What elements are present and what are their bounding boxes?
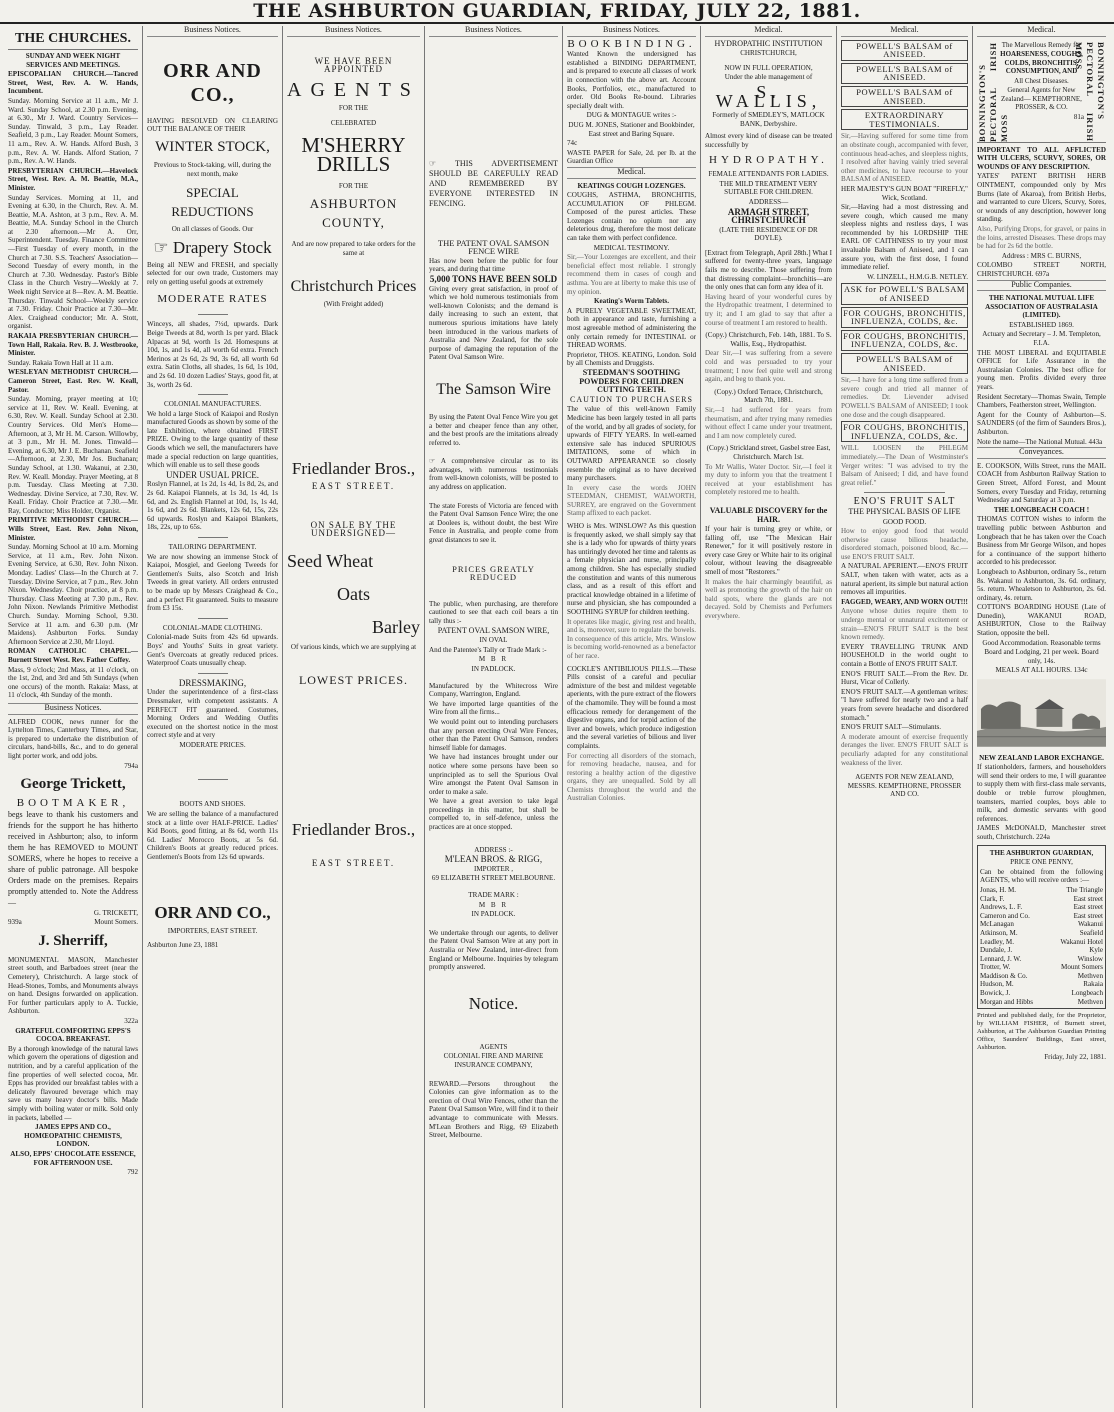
hydro-wallis: S. WALLIS, xyxy=(715,81,822,111)
labor-exchange-signature: JAMES McDONALD, Manchester street south, Christchurch. xyxy=(977,824,1106,841)
samson-instances: We have had instances brought under our notice where some persons have been so unprincipled as to sell the Spurious Oval Wire amongst the Patent Oval Samson in order to make a sale. xyxy=(429,753,558,796)
epps-heading: GRATEFUL COMFORTING EPPS'S COCOA. BREAKFAST. xyxy=(15,1026,131,1044)
guardian-agent-row xyxy=(980,955,1103,964)
column6-header: Medical. xyxy=(705,26,832,37)
friedlander-freight: (With Freight added) xyxy=(323,300,384,309)
samson-trade-mark: M B R xyxy=(478,655,509,664)
orr-boots-shoes: BOOTS AND SHOES. xyxy=(179,800,246,809)
sherriff-ref: 322a xyxy=(124,1017,138,1026)
hydro-copy-1-body: Dear Sir,—I was suffering from a severe cold and was persuaded to try your treatment; I now feel quite well and strong again, and beg to thank you. xyxy=(705,349,834,384)
keating-title: KEATINGS COUGH LOZENGES. xyxy=(577,181,686,190)
labor-exchange-ref: 224a xyxy=(1036,832,1050,841)
winslow-filler: It operates like magic, giving rest and health, and is, moreover, sure to regulate the bowels. In consequence of this article, Mrs. Winslow is becoming world-renowned as a benefactor of her race. xyxy=(567,617,698,660)
powell-gunboat: HER MAJESTY'S GUN BOAT "FIREFLY," Wick, Scotland. xyxy=(841,184,968,202)
powell-box-2: POWELL'S BALSAM of ANISEED. xyxy=(841,63,968,84)
longbeach-text: THOMAS COTTON wishes to inform the travelling public between Ashburton and Longbeach that he has taken over the Coach Business from Mr George Wilson, and hopes for a continuance of the support hitherto accorded to his predecessor. xyxy=(977,515,1106,567)
guardian-agent-row xyxy=(980,929,1103,938)
longbeach-title: THE LONGBEACH COACH ! xyxy=(993,505,1090,514)
hydro-formerly: Formerly of SMEDLEY'S, MATLOCK BANK, Derbyshire. xyxy=(712,111,825,128)
national-mutual-note: Note the name—The National Mutual. xyxy=(977,437,1087,446)
friedlander-oats: Oats xyxy=(337,583,370,604)
eno-fagged-body: Anyone whose duties require them to undergo mental or unnatural excitement or strain—ENO'S FRUIT SALT is the best known remedy. xyxy=(841,607,970,642)
guardian-agent-place: Longbeach xyxy=(1071,989,1103,998)
eno-filler: How to enjoy good food that would otherwise cause bilious headache, disordered stomach, poisoned blood, &c.—use ENO'S FRUIT SALT. xyxy=(841,527,970,561)
yates-street: COLOMBO STREET NORTH, CHRISTCHURCH. xyxy=(977,261,1106,278)
epps-also: ALSO, EPPS' CHOCOLATE ESSENCE, FOR AFTERNOON USE. xyxy=(10,1149,136,1167)
powell-box-1: POWELL'S BALSAM of ANISEED. xyxy=(841,40,968,61)
orr-drapery-stock: ☞ Drapery Stock xyxy=(153,237,272,257)
orr-prices-list: Winceys, all shades, 7½d, upwards. Dark Beige Tweeds at 8d, worth 1s per yard. Black Alpacas at 9d, worth 1s 2d. Homespuns at 10d, 1s, and 1s 4d, all worth 6d extra. French Merinos at 2s 6d, 2s 9d, 3s 6d, all worth 6d extra. Satin Cloths, all shades, 1s 6d, 1s 10d, and 2s 6d. 10 dozen Ladies' Stays, good fit, at 3s, worth 2s 6d. xyxy=(147,320,278,389)
waste-paper: WASTE PAPER for Sale, 2d. per lb. at the Guardian Office xyxy=(567,148,696,166)
masthead-title: THE ASHBURTON GUARDIAN, FRIDAY, JULY 22, 1881. xyxy=(253,0,861,22)
yates-heading: IMPORTANT TO ALL AFFLICTED WITH ULCERS, SCURVY, SORES, OR WOUNDS OF ANY DESCRIPTION. xyxy=(977,145,1106,171)
column-hydropathic xyxy=(700,26,836,1408)
hydro-copy-2: (Copy.) Oxford Terrace, Christchurch, March 7th, 1881. xyxy=(714,387,823,405)
cotton-boarding: COTTON'S BOARDING HOUSE (Late of Dunedin), WAKANUI ROAD, ASHBURTON, Close to the Railway Station, opposite the bell. xyxy=(977,603,1106,638)
eno-trunk: EVERY TRAVELLING TRUNK AND HOUSEHOLD in the world ought to contain a Bottle of ENO'S FRUIT SALT. xyxy=(841,642,968,668)
powell-coughs-1: FOR COUGHS, BRONCHITIS, INFLUENZA, COLDS, &c. xyxy=(841,307,968,328)
guardian-agent-place: East street xyxy=(1073,903,1103,912)
church-rakaia-presbyterian: RAKAIA PRESBYTERIAN CHURCH.—Town Hall, Rakaia. Rev. B. J. Westbrooke, Minister. xyxy=(8,332,138,358)
samson-imported: We have imported large quantities of the Wire from all the firms... xyxy=(429,699,558,717)
guardian-agent-name: Morgan and Hibbs xyxy=(980,997,1034,1006)
samson-notice-title: Notice. xyxy=(468,993,519,1013)
powell-box-3: POWELL'S BALSAM of ANISEED. xyxy=(841,86,968,107)
powell-filler: Sir,—Having suffered for some time from an obstinate cough, accompanied with fever, continuous head-aches, and sleepless nights, I resolved after having vainly tried several other medicines, to have recourse to your BALSAM of ANISEED. xyxy=(841,132,970,184)
samson-mclean: M'LEAN BROS. & RIGG, xyxy=(444,854,543,865)
hydro-title: HYDROPATHIC INSTITUTION xyxy=(714,38,823,48)
column-bonnington-public xyxy=(972,26,1110,1408)
orr-colonial-clothing: COLONIAL-MADE CLOTHING. xyxy=(162,623,263,632)
column8-header: Medical. xyxy=(977,26,1106,37)
guardian-agent-row xyxy=(980,886,1103,895)
printer-imprint: Printed and published daily, for the Proprietor, by WILLIAM FISHER, of Burnett street, Ashburton, at The Ashburton Guardian Printing Office, Saunders' Buildings, East street, Ashburton. xyxy=(977,1012,1106,1052)
guardian-agent-row xyxy=(980,946,1103,955)
guardian-agent-row xyxy=(980,903,1103,912)
guardian-agent-place: The Triangle xyxy=(1066,885,1103,894)
powell-filler-3: WILL LOOSEN the PHLEGM immediately.—The Dean of Westminster's Verger writes: "I was advised to try the Balsam of Aniseed; I did, and have found great relief." xyxy=(841,444,970,487)
keating-worm-text: A PURELY VEGETABLE SWEETMEAT, both in appearance and taste, furnishing a most agreeable method of administering the only certain remedy for INTESTINAL or THREAD WORMS. xyxy=(567,306,696,350)
bookbinding-ref: 74c xyxy=(567,139,578,148)
public-companies-heading: Public Companies. xyxy=(977,280,1106,292)
bookbinding-signature: DUG M. JONES, Stationer and Bookbinder, East street and Baring Square. xyxy=(568,120,695,138)
orr-title: ORR AND CO., xyxy=(163,59,262,106)
guardian-agent-name: Jonas, H. M. xyxy=(980,885,1017,894)
guardian-agent-place: Seafield xyxy=(1079,928,1103,937)
hydro-full-operation: NOW IN FULL OPERATION, xyxy=(724,63,813,72)
longbeach-fares: Longbeach to Ashburton, ordinary 5s., return 8s. Wakanui to Ashburton, 3s. 6d. ordinary, 5s. return. Whealetson to Ashburton, 2s. 6d. ordinary, 4s. return. xyxy=(977,567,1106,602)
steedman-text: The value of this well-known Family Medicine has been largely tested in all parts of the world, and by all grades of society, for upwards of FIFTY YEARS. In well-earned extensive sale has induced SPURIOUS IMITATIONS, some of which in OUTWARD APPEARANCE so closely resemble the original as to have deceived many purchasers. xyxy=(567,405,696,483)
hydro-management: Under the able management of xyxy=(724,73,813,82)
samson-in-oval: IN OVAL xyxy=(479,636,508,645)
guardian-price: PRICE ONE PENNY, xyxy=(1010,858,1073,867)
keating-testimony: MEDICAL TESTIMONY. xyxy=(593,243,670,252)
keating-testimony-body: Sir,—Your Lozenges are excellent, and their beneficial effect most reliable. I strongly recommend them in cases of cough and asthma. You are at liberty to make this use of my opinion. xyxy=(567,253,698,296)
cotton-ref: 134c xyxy=(1073,666,1088,675)
samson-in-padlock-2: IN PADLOCK. xyxy=(471,910,516,919)
powell-letter: Sir,—Having had a most distressing and severe cough, which caused me many sleepless nights and restless days, I was recommended by his LORDSHIP THE EARL OF CAITHNESS to try your most invaluable Balsam of Aniseed, and I can assure you, with the first dose, I found immediate relief. xyxy=(841,203,968,272)
yates-filler: Also, Purifying Drops, for gravel, or pains in the loins, arrested Diseases. These drops may be had for 2s 6d the bottle. xyxy=(977,224,1108,251)
national-mutual-ref: 443a xyxy=(1088,437,1103,446)
hydro-copy-2-body: Sir,—I had suffered for years from rheumatism, and after trying many remedies without effect I came under your treatment, and I am now completely cured. xyxy=(705,405,834,440)
newspaper-page xyxy=(4,26,1110,1408)
cook-notice: ALFRED COOK, news runner for the Lyttelton Times, Canterbury Times, and Star, is prepared to undertake the distribution of circulars, hand-bills, &c., and to do general light porter work, and odd jobs. xyxy=(8,717,138,760)
church-presbyterian-services: Sunday Services. Morning at 11, and Evening at 6.30, in the Church, Rev. A. M. Beattie, M.A. Ashton, at 3 p.m., Rev. A. M. Beattie, M.A. Sunday School in the Church at 2.30 afternoon.—Mr A. Orr, Superintendent. Tuesday. Finance Committee—First Tuesday of every month, in the Church at 7.30. S.S. Teachers' Association—Second Tuesday of every month, in the Church at 7.30. Wednesday. Pastor's Bible Class in the Church Vestry—Weekly at 7. Week night Service at 8—Rev. A. M. Beattie. Thursday. Tinwald School—Weekly service at 7.30. Friday. Choir Practice at 7.30—Mr. Alex. Craighead conductor; Mr. A. Stott, organist. xyxy=(8,193,138,331)
samson-state-forests: The state Forests of Victoria are fenced with the Patent Oval Samson Fence Wire; the one at Doolees is, without doubt, the best Wire Fence in Australia, and people come from great distances to see it. xyxy=(429,501,558,545)
eno-hurst: ENO'S FRUIT SALT.—From the Rev. Dr. Hurst, Vicar of Collerly. xyxy=(841,669,968,687)
orr-colonial-text: We hold a large Stock of Kaiapoi and Roslyn manufactured Goods as shown by some of the late Exhibition, where obtained FIRST PRIZE. Owing to the large quantity of these Goods which we sell, the manufacturers have made a special reduction on large quantities, which will enable us to sell these goods xyxy=(147,409,279,470)
trickett-text: begs leave to thank his customers and friends for the support he has hitherto received in Ashburton; also, to inform them he has REMOVED to MOUNT SOMERS, where he hopes to receive a share of public patronage. All bespoke Orders made on the premises. Repairs promptly attended to. Note the Address— xyxy=(8,809,138,907)
eno-aperient: A NATURAL APERIENT.—ENO'S FRUIT SALT, when taken with water, acts as a natural aperient, its simple but natural action removes all impurities. xyxy=(841,562,968,597)
guardian-agent-name: Trotter, W. xyxy=(980,963,1011,972)
guardian-agent-row xyxy=(980,938,1103,947)
orr-moderate-prices: MODERATE PRICES. xyxy=(179,740,246,749)
guardian-agent-row xyxy=(980,980,1103,989)
orr-drapery-text: Being all NEW and FRESH, and specially selected for our own trade, Customers may rely on getting useful goods at extremely xyxy=(147,260,278,286)
column-samson-wire xyxy=(424,26,562,1408)
cockle-filler: For correcting all disorders of the stomach, for removing headache, nausea, and for restoring a healthy action of the digestive organs, they are unequalled. Sold by all Chemists throughout the world and the Australian Colonies. xyxy=(567,751,698,803)
cockle-text: COCKLE'S ANTIBILIOUS PILLS.—These Pills consist of a careful and peculiar admixture of the best and mildest vegetable aperients, with the pure extract of the flowers of the chamomile. They will be found a most efficacious remedy for derangement of the digestive organs, and for torpid action of the liver and bowels, which produce indigestion and the several varieties of bilious and liver complaints. xyxy=(567,664,696,750)
labor-exchange-text: If stationholders, farmers, and householders will send their orders to me, I will guarantee to supply them with first-class male servants, double or treble furrow ploughmen, teamsters, married couples, boys able to milk, and domestic servants with good references. xyxy=(977,763,1106,823)
samson-reward: REWARD.—Persons throughout the Colonies can give information as to the erection of Oval Wire Fences, other than the Patent Oval Samson Wire, will find it to their advantage to communicate with Messrs. M'Lean Brothers and Rigg, 69 Elizabeth Street, Melbourne. xyxy=(429,1079,558,1140)
friedlander-seed-wheat: Seed Wheat xyxy=(287,550,374,571)
orr-next-month: next month, make xyxy=(186,170,239,179)
guardian-agent-row xyxy=(980,912,1103,921)
winslow-text: WHO is Mrs. WINSLOW? As this question is frequently asked, we shall simply say that she is a lady who for upwards of thirty years has untiringly devoted her time and talents as a female physician and nurse, principally among children. She has especially studied the constitution and wants of this numerous class, and as a result of this effort and practical knowledge obtained in a lifetime of nurse and physician, she has compounded a SOOTHING SYRUP for children teething. xyxy=(567,522,696,616)
guardian-agent-name: Andrews, L. F. xyxy=(980,903,1023,912)
friedlander-various: Of various kinds, which we are supplying at xyxy=(290,642,417,651)
trickett-trade: BOOTMAKER, xyxy=(16,797,130,810)
hydro-extract-body: Having heard of your wonderful cures by the Hydropathic treatment, I determined to try it; and I am glad to say that after a course of treatment I am restored to health. xyxy=(705,292,834,327)
friedlander-name-1: Friedlander Bros., xyxy=(291,458,416,478)
hydro-almost: Almost every kind of disease can be treated successfully by xyxy=(705,132,832,149)
guardian-agent-place: Wakanui xyxy=(1077,920,1103,929)
church-episcopalian: EPISCOPALIAN CHURCH.—Tancred Street, West, Rev. A. W. Hands, Incumbent. xyxy=(8,70,138,96)
guardian-agent-row xyxy=(980,963,1103,972)
samson-insurance: COLONIAL FIRE AND MARINE INSURANCE COMPANY, xyxy=(443,1052,544,1069)
printer-date: Friday, July 22, 1881. xyxy=(1044,1053,1106,1062)
hair-text: If your hair is turning grey or white, or falling off, use "The Mexican Hair Renewer," for it will positively restore in every case Grey or White hair to its original colour, without leaving the disagreeable smell of most "Restorers." xyxy=(705,525,832,577)
samson-trade-mark-label: And the Patentee's Tally or Trade Mark :- xyxy=(429,645,547,654)
friedlander-name-2: Friedlander Bros., xyxy=(291,820,416,840)
column-friedlander xyxy=(282,26,424,1408)
masthead xyxy=(0,0,1114,24)
samson-wire-title: The Samson Wire xyxy=(436,380,551,398)
national-mutual-established: ESTABLISHED 1869. xyxy=(1009,320,1074,329)
orr-special-reductions: SPECIAL REDUCTIONS xyxy=(171,184,254,219)
guardian-agent-place: Kyle xyxy=(1089,946,1103,955)
powell-ask: ASK for POWELL'S BALSAM of ANISEED xyxy=(841,283,968,304)
epps-signature: JAMES EPPS AND CO., HOMŒOPATHIC CHEMISTS, LONDON. xyxy=(24,1123,122,1149)
guardian-agent-name: Lennard, J. W. xyxy=(980,954,1022,963)
column5-header: Business Notices. xyxy=(567,26,696,37)
orr-colonial-manufactures: COLONIAL MANUFACTURES. xyxy=(164,400,261,409)
friedlander-barley: Barley xyxy=(372,616,420,637)
friedlander-celebrated: CELEBRATED xyxy=(330,118,377,127)
bonnington-advert xyxy=(977,40,1106,143)
cotton-accommodation: Good Accommodation. Reasonable terms xyxy=(982,638,1101,647)
friedlander-street-2: EAST STREET. xyxy=(311,858,396,869)
guardian-agent-name: Bowick, J. xyxy=(980,989,1011,998)
samson-in-padlock: IN PADLOCK. xyxy=(471,664,516,673)
bookbinding-title: BOOKBINDING. xyxy=(567,37,696,50)
church-rakaia-services: Sunday. Rakaia Town Hall at 11 a.m. xyxy=(8,358,114,367)
guardian-agent-row xyxy=(980,989,1103,998)
bonnington-vertical-left: BONNINGTON'S PECTORAL IRISH MOSS xyxy=(977,41,1009,142)
guardian-agent-name: Clark, F. xyxy=(980,894,1005,903)
eno-physical-basis: THE PHYSICAL BASIS OF LIFE xyxy=(848,506,961,516)
bookbinding-text: Wanted Known the undersigned has established a BINDING DEPARTMENT, and is prepared to execute all classes of work in connection with the above art. Account Books, Portfolios, etc., manufactured to order. Old Books Re-bound. Libraries specially dealt with. xyxy=(567,50,696,110)
hydro-copy-1: (Copy.) Christchurch, Feb. 14th, 1881. To S. Wallis, Esq., Hydropathist. xyxy=(705,331,832,348)
guardian-agent-place: Methven xyxy=(1077,971,1103,980)
guardian-agent-name: Hudson, M. xyxy=(980,980,1014,989)
national-mutual-title: THE NATIONAL MUTUAL LIFE ASSOCIATION OF AUSTRALASIA (LIMITED). xyxy=(985,294,1098,320)
friedlander-county: ASHBURTON COUNTY, xyxy=(309,196,398,231)
guardian-agent-place: Methven xyxy=(1077,997,1103,1006)
samson-trade-mark-2: M B R xyxy=(478,900,509,909)
orr-winter-stock: WINTER STOCK, xyxy=(155,138,270,155)
national-mutual-agent: Agent for the County of Ashburton—S. SAUNDERS (of the firm of Saunders Bros.), Ashburton. xyxy=(977,410,1106,436)
powell-coughs-2: FOR COUGHS, BRONCHITIS, INFLUENZA, COLDS, &c. xyxy=(841,330,968,351)
column7-header: Medical. xyxy=(841,26,968,37)
epps-ref: 792 xyxy=(127,1168,138,1177)
bonnington-ref: 81a xyxy=(1073,112,1084,121)
column3-header: Business Notices. xyxy=(287,26,420,37)
column-bookbinding-medical xyxy=(562,26,700,1408)
church-primitive-services: Sunday. Morning School at 10 a.m. Morning Service, at 11 a.m., Rev. John Nixon. Evening Service, at 6.30, Rev. John Nixon. Monday. Ladies' Class—In the Church at 7. Tuesday. Divine Service, at 7 p.m., Rev. John Nixon. Wednesday. Choir practice, at 8 p.m. Thursday. Class Meeting at 7.30 p.m., Rev. John Nixon. Newlands Primitive Methodist Church. Sunday. Morning School, 9.30. Service at 11 a.m. and 6.30 p.m. (Mr Maidens). Ashburton Forks. Sunday Afternoon Service at 2.30, Mr Lloyd. xyxy=(8,543,138,646)
samson-trade-mark-2-label: TRADE MARK : xyxy=(468,891,519,900)
eno-fagged: FAGGED, WEARY, AND WORN OUT!!! xyxy=(841,597,968,606)
guardian-agent-name: Leadley, M. xyxy=(980,937,1015,946)
column4-header: Business Notices. xyxy=(429,26,558,37)
trickett-ref: 939a xyxy=(8,918,22,927)
guardian-agent-row xyxy=(980,998,1103,1007)
church-presbyterian: PRESBYTERIAN CHURCH.—Havelock Street, West. Rev. A. M. Beattie, M.A., Minister. xyxy=(8,166,138,192)
bonnington-vertical-right: BONNINGTON'S PECTORAL IRISH MOSS xyxy=(1074,41,1106,142)
orr-moderate-rates: MODERATE RATES xyxy=(157,293,268,306)
samson-tally: PATENT OVAL SAMSON WIRE, xyxy=(437,625,550,635)
orr-intro: HAVING RESOLVED ON CLEARING OUT THE BALANCE OF THEIR xyxy=(147,116,278,134)
samson-tons-sold: 5,000 TONS HAVE BEEN SOLD xyxy=(429,273,558,284)
samson-patent-oval: THE PATENT OVAL SAMSON FENCE WIRE xyxy=(437,237,550,257)
powell-box-4: POWELL'S BALSAM of ANISEED. xyxy=(841,353,968,374)
samson-undertake: We undertake through our agents, to deliver the Patent Oval Samson Wire at any port in Australia or New Zealand, inter-direct from England or Melbourne. Inquiries by telegram promptly answered. xyxy=(429,928,558,972)
powell-filler-2: Sir,—I have for a long time suffered from a severe cough and tried all manner of remedies. Dr. Lievender advised POWELL'S BALSAM of ANISEED; I took one dose and the cough disappeared. xyxy=(841,376,970,419)
hydro-residence: (LATE THE RESIDENCE OF DR DOYLE). xyxy=(719,225,818,243)
friedlander-for-the-2: FOR THE xyxy=(338,181,369,190)
column2-header: Business Notices. xyxy=(147,26,278,37)
orr-dressmaking: DRESSMAKING, xyxy=(178,677,247,688)
hydro-address-label: ADDRESS— xyxy=(748,197,789,206)
samson-circular: ☞ A comprehensive circular as to its advantages, with numerous testimonials from well-known colonists, will be posted to any address on application. xyxy=(429,457,558,492)
labor-exchange-title: NEW ZEALAND LABOR EXCHANGE. xyxy=(979,753,1104,762)
orr-clothing-text: Colonial-made Suits from 42s 6d upwards. Boys' and Youths' Suits in great variety. Gent's Overcoats at greatly reduced prices. Waterproof Coats unusually cheap. xyxy=(147,633,278,668)
powell-testimonials: EXTRAORDINARY TESTIMONIALS. xyxy=(841,109,968,130)
samson-caution: The public, when purchasing, are therefore cautioned to see that each coil bears a tin tally thus :- xyxy=(429,599,558,625)
church-catholic-services: Mass, 9 o'clock; 2nd Mass, at 11 o'clock, on the 1st, 2nd, and 3rd and 5th Sundays (when one occurs) of the month. Rakaia: Mass, at 11 o'clock, 4th Sunday of the month. xyxy=(8,665,138,700)
yates-ref: 697a xyxy=(1035,269,1050,278)
samson-address-label: ADDRESS :- xyxy=(474,845,513,854)
samson-importer: IMPORTER , xyxy=(474,864,513,873)
guardian-agents-box xyxy=(977,845,1106,1010)
bonnington-ailments: HOARSENESS, COUGHS, COLDS, BRONCHITIS, CONSUMPTION, AND xyxy=(1000,50,1083,76)
guardian-agent-name: Dundale, J. xyxy=(980,946,1013,955)
guardian-agent-place: Winslow xyxy=(1077,954,1103,963)
samson-read-remember: ☞ THIS ADVERTISEMENT SHOULD BE CAREFULLY READ AND REMEMBERED BY EVERYONE INTERESTED IN FENCING. xyxy=(429,158,558,208)
orr-tailoring-text: We are now showing an immense Stock of Kaiapoi, Mosgiel, and Geelong Tweeds for Gentlemen's Suits, also Scotch and Irish Tweeds in great variety. All orders entrusted to be made up by Messrs Craighead & Co., and a perfect Fit guaranteed. Suits to measure from £3 15s. xyxy=(147,552,278,613)
orr-tailoring: TAILORING DEPARTMENT. xyxy=(168,543,257,551)
friedlander-street-1: EAST STREET. xyxy=(311,480,396,491)
national-mutual-liberal: THE MOST LIBERAL and EQUITABLE OFFICE for Life Assurance in the Australasian Colonies. The best office for young men. Profits divided every three years. xyxy=(977,348,1106,392)
samson-manufactured: Manufactured by the Whitecross Wire Company, Warrington, England. xyxy=(429,681,558,699)
cookson-coach: E. COOKSON, Wills Street, runs the MAIL COACH from Ashburton Railway Station to Green Street, Alford Forest, and Mount Somers, every Tuesday and Friday, returning Wednesday and Saturday at 3 p.m. xyxy=(977,461,1106,505)
hydro-extract: [Extract from Telegraph, April 28th.] What I suffered for twenty-three years, language fails me to describe. Those suffering from that distressing complaint—bronchitis—are the only ones that can form any idea of it. xyxy=(705,248,832,292)
hydro-copy-3-body: To Mr Wallis, Water Doctor. Sir,—I feel it my duty to inform you that the treatment I received at your establishment has completely restored me to health. xyxy=(705,462,834,497)
guardian-agent-name: Atkinson, M. xyxy=(980,928,1018,937)
church-roman-catholic: ROMAN CATHOLIC CHAPEL.—Burnett Street West. Rev. Father Coffey. xyxy=(8,647,138,664)
trickett-place: Mount Somers. xyxy=(94,918,138,927)
cotton-board: Board and Lodging, 21 per week. Board only, 14s. xyxy=(984,648,1099,665)
guardian-agent-name: Maddison & Co. xyxy=(980,971,1028,980)
eno-stimulants: ENO'S FRUIT SALT—Stimulants. xyxy=(841,723,942,732)
guardian-agent-row xyxy=(980,895,1103,904)
trickett-name: George Trickett, xyxy=(20,776,126,793)
guardian-agent-place: East street xyxy=(1073,911,1103,920)
samson-satisfaction: Giving every great satisfaction, in proof of which we hold numerous testimonials from well-known Colonists; and the demand is daily increasing to such an extent, that numerous spurious imitations have lately been introduced in the various markets of Australia and New Zealand, for the sole purpose of damaging the reputation of the Patent Oval Samson Wire. xyxy=(429,284,558,362)
eno-headache: ENO'S FRUIT SALT.—A gentleman writes: "I have suffered for nearly two and a half years from severe headache and disordered stomach." xyxy=(841,687,968,722)
eno-stimulants-body: A moderate amount of exercise frequently deranges the liver. ENO'S FRUIT SALT is peculiarly adapted for any constitutional weakness of the liver. xyxy=(841,732,970,767)
eno-agents: AGENTS FOR NEW ZEALAND, MESSRS. KEMPTHORNE, PROSSER AND CO. xyxy=(847,773,962,799)
eno-good-food: GOOD FOOD. xyxy=(882,517,927,526)
conveyances-heading: Conveyances. xyxy=(977,447,1106,459)
churches-subheading: SUNDAY AND WEEK NIGHT SERVICES AND MEETINGS. xyxy=(25,52,121,69)
hydro-address: ARMAGH STREET, CHRISTCHURCH xyxy=(727,206,810,226)
hydro-mild: THE MILD TREATMENT VERY SUITABLE FOR CHILDREN. xyxy=(719,179,818,197)
guardian-agent-place: Wakanui Hotel xyxy=(1060,937,1103,946)
samson-elizabeth-st: 69 ELIZABETH STREET MELBOURNE. xyxy=(431,874,556,883)
guardian-agent-name: McLanagan xyxy=(980,920,1014,929)
friedlander-for-the: FOR THE xyxy=(338,104,369,113)
orr-boots-text: We are selling the balance of a manufactured stock at a little over HALF-PRICE. Ladies' Kid Boots, good fitting, at 8s 6d, worth 11s 6d. Ladies' Morocco Boots, at 5s 6d. Children's Boots at greatly reduced prices. Gentlemen's Boots from 12s 6d upwards. xyxy=(147,810,278,862)
orr-all-classes: On all classes of Goods. Our xyxy=(171,224,254,233)
orr-signature: ORR AND CO., xyxy=(154,902,271,922)
church-episcopalian-services: Sunday. Morning Service at 11 a.m., Mr J. Ward. Sunday School, at 2.30 p.m. Evening, at 6.30., Mr J. Ward. Country Services—Sunday. Tinwald, 3 p.m., Lay Reader. Seafield, 3 p.m., Lay Reader. Mount Somers, 11 a.m., Rev. A. W. Hands. Alford Bush, 3 p.m., Rev. A. W. Hands. Alford Station, 7 p.m., Rev. A. W. Hands. xyxy=(8,96,138,166)
hair-title: VALUABLE DISCOVERY for the HAIR. xyxy=(709,505,828,524)
orr-flannel-prices: Roslyn Flannel, at 1s 2d, 1s 4d, 1s 8d, 2s, and 2s 6d. Kaiapoi Flannels, at 1s 3d, 1s 4d, 1s 6d, and 2s. English Flannel at 10d, 1s, 1s 4d, 1s 6d, and 2s 6d. Blankets, 12s 6d, 15s, 22s 6d upwards. Roslyn and Kaiapoi Blankets, 18s, 22s, up to 65s. xyxy=(147,480,278,532)
friedlander-drills: M'SHERRY DRILLS xyxy=(301,132,406,176)
epps-text: By a thorough knowledge of the natural laws which govern the operations of digestion and nutrition, and by a careful application of the fine properties of well selected cocoa, Mr. Epps has provided our breakfast tables with a delicately flavoured beverage which may save us many heavy doctor's bills. Made simply with boiling water or milk. Sold only in packets, labelled — xyxy=(8,1044,138,1122)
eno-title: ENO'S FRUIT SALT xyxy=(853,496,956,508)
guardian-agent-place: East street xyxy=(1073,894,1103,903)
column-powells-eno xyxy=(836,26,972,1408)
samson-prices-reduced: PRICES GREATLY REDUCED xyxy=(452,563,535,583)
sherriff-text: MONUMENTAL MASON, Manchester street south, and Barbadoes street (near the Cemetery), Christchurch. A large stock of Head-Stones, Tombs, and Monuments always on hand. Designs forwarded on application. For further particulars apply to A. Tuckie, Ashburton. xyxy=(8,955,138,1016)
friedlander-lowest-prices: LOWEST PRICES. xyxy=(298,673,409,688)
guardian-agent-name: Cameron and Co. xyxy=(980,911,1030,920)
powell-signature: W. LINZELL, H.M.G.B. NETLEY. xyxy=(867,272,968,281)
samson-agents: AGENTS xyxy=(479,1042,508,1051)
friedlander-appointed: WE HAVE BEEN APPOINTED xyxy=(314,55,393,75)
steedman-caution: CAUTION TO PURCHASERS xyxy=(570,394,693,404)
churches-heading: THE CHURCHES. xyxy=(8,28,138,50)
hair-filler: It makes the hair charmingly beautiful, as well as promoting the growth of the hair on bald spots, where the glands are not decayed. Sold by Chemists and Perfumers everywhere. xyxy=(705,577,834,621)
business-notices-heading: Business Notices. xyxy=(8,703,138,715)
friedlander-agents: AGENTS xyxy=(287,78,420,101)
labor-exchange-engraving xyxy=(977,679,1106,747)
samson-legal: We have a great aversion to take legal proceedings in this matter, but shall be compelled to, in self-defence, unless the practices are at once stopped. xyxy=(429,797,558,832)
hydro-copy-3: (Copy.) Strickland street, Gasbel stree East, Christchurch. March 1st. xyxy=(706,444,831,461)
samson-point-out: We would point out to intending purchasers that any person erecting Oval Wire Fences, other than the Patent Oval Samson, renders himself liable for damages. xyxy=(429,717,558,752)
guardian-title: THE ASHBURTON GUARDIAN, xyxy=(989,848,1094,857)
yates-text: YATES' PATENT BRITISH HERB OINTMENT, compounded only by Mrs Burns (late of Akaroa), from British Herbs, and warranted to cure Ulcers, Scurvy, Sores, or wounds of any description, however long standing. xyxy=(977,172,1106,224)
steedman-title: STEEDMAN'S SOOTHING POWDERS FOR CHILDREN CUTTING TEETH. xyxy=(579,367,684,395)
keating-proprietor: Proprietor, THOS. KEATING, London. Sold by all Chemists and Druggists. xyxy=(567,350,696,368)
powell-coughs-3: FOR COUGHS, BRONCHITIS, INFLUENZA, COLDS, &c. xyxy=(841,421,968,442)
friedlander-on-sale: ON SALE BY THE UNDERSIGNED— xyxy=(310,519,397,539)
church-primitive-methodist: PRIMITIVE METHODIST CHURCH.—Wills Street, East. Rev. John Nixon, Minister. xyxy=(8,516,138,542)
keating-worm-title: Keating's Worm Tablets. xyxy=(594,297,669,306)
samson-before-public: Has now been before the public for four years, and during that time xyxy=(429,256,558,274)
friedlander-prepared: And are now prepared to take orders for the same at xyxy=(291,240,416,257)
keating-text: COUGHS, ASTHMA, BRONCHITIS, ACCUMULATION OF PHLEGM. Composed of the purest articles. These Lozenges contain no opium nor any deleterious drug, therefore the most delicate can take them with perfect confidence. xyxy=(567,191,696,243)
friedlander-christchurch-prices: Christchurch Prices xyxy=(290,278,417,296)
orr-address: IMPORTERS, EAST STREET. xyxy=(167,926,258,935)
column-orr-and-co xyxy=(142,26,282,1408)
medical-heading: Medical. xyxy=(567,167,696,179)
cook-ref: 794a xyxy=(124,761,138,770)
orr-stocktaking: Previous to Stock-taking, will, during the xyxy=(153,160,272,169)
church-wesleyan-services: Sunday. Morning, prayer meeting at 10; service at 11, Rev. W. Keall. Evening, at 6.30, Rev. W. Keall. Sunday School at 2.30. Country Services. Old Men's Home—Afternoon, at 3, Mr H. M. Carson. Willowby, at 3 p.m., Mr H. M. Jones. Tinwald—Evening, at 6.30, Mr J. E. Buchanan. Seafield—Afternoon, at 2.30, Mr Jos. Buchanan; Sunday School, at 1.30. Wakanui, at 2.30, Rev. W. Keall. Monday. Prayer Meeting, at 8 p.m. Tuesday. Class Meeting at 7.30. Wednesday. Divine Service, at 7.30, Rev. W. Keall. Friday. Choir Practice at 7.30.—Mr. Ray, Conductor; Miss Holder, Organist. xyxy=(8,395,138,515)
hydro-hydropathy: HYDROPATHY. xyxy=(709,153,828,166)
orr-under-usual-price: UNDER USUAL PRICE. xyxy=(166,469,259,480)
guardian-obtained: Can be obtained from the following AGENTS, who will receive orders :— xyxy=(980,867,1103,885)
sherriff-name: J. Sherriff, xyxy=(38,932,108,949)
national-mutual-actuary: Actuary and Secretary – J. M. Templeton, F.I.A. xyxy=(982,330,1101,348)
yates-address: Address : MRS C. BURNS, xyxy=(1001,251,1082,260)
guardian-agent-place: Mount Somers xyxy=(1061,963,1103,972)
national-mutual-secretary: Resident Secretary—Thomas Swain, Temple Chambers, Featherston street, Wellington. xyxy=(977,392,1106,410)
cotton-meals: MEALS AT ALL HOURS. xyxy=(995,666,1072,675)
samson-using: By using the Patent Oval Fence Wire you get a better and cheaper fence than any other, and the best proofs are the imitations already referred to. xyxy=(429,412,558,447)
bookbinding-writes: DUG & MONTAGUE writes :- xyxy=(586,111,677,120)
steedman-filler: In every case the words JOHN STEEDMAN, CHEMIST, WALWORTH, SURREY, are engraved on the Government Stamp affixed to each packet. xyxy=(567,483,698,518)
guardian-agent-place: Rakaia xyxy=(1083,980,1103,989)
column-churches xyxy=(4,26,142,1408)
hydro-female: FEMALE ATTENDANTS FOR LADIES. xyxy=(708,170,829,179)
bonnington-chest: All Chest Diseases. xyxy=(1014,76,1069,85)
guardian-agent-row xyxy=(980,920,1103,929)
trickett-signature: G. TRICKETT, xyxy=(93,908,138,917)
orr-date: Ashburton June 23, 1881 xyxy=(147,941,219,950)
guardian-agent-row xyxy=(980,972,1103,981)
bonnington-agents: General Agents for New Zealand— KEMPTHORNE, PROSSER, & CO. xyxy=(1001,86,1082,112)
guardian-agents-list xyxy=(980,886,1103,1006)
bonnington-remedy: The Marvellous Remedy for xyxy=(1001,40,1082,49)
hydro-christchurch: CHRISTCHURCH, xyxy=(740,49,797,58)
church-wesleyan: WESLEYAN METHODIST CHURCH.—Cameron Street, East. Rev. W. Keall, Pastor. xyxy=(8,368,138,394)
orr-dressmaking-text: Under the superintendence of a first-class Dressmaker, with competent assistants. A PERFECT FIT guaranteed. Costumes, Morning Orders and Wedding Outfits executed on the shortest notice in the most correct style and at very xyxy=(147,688,278,740)
